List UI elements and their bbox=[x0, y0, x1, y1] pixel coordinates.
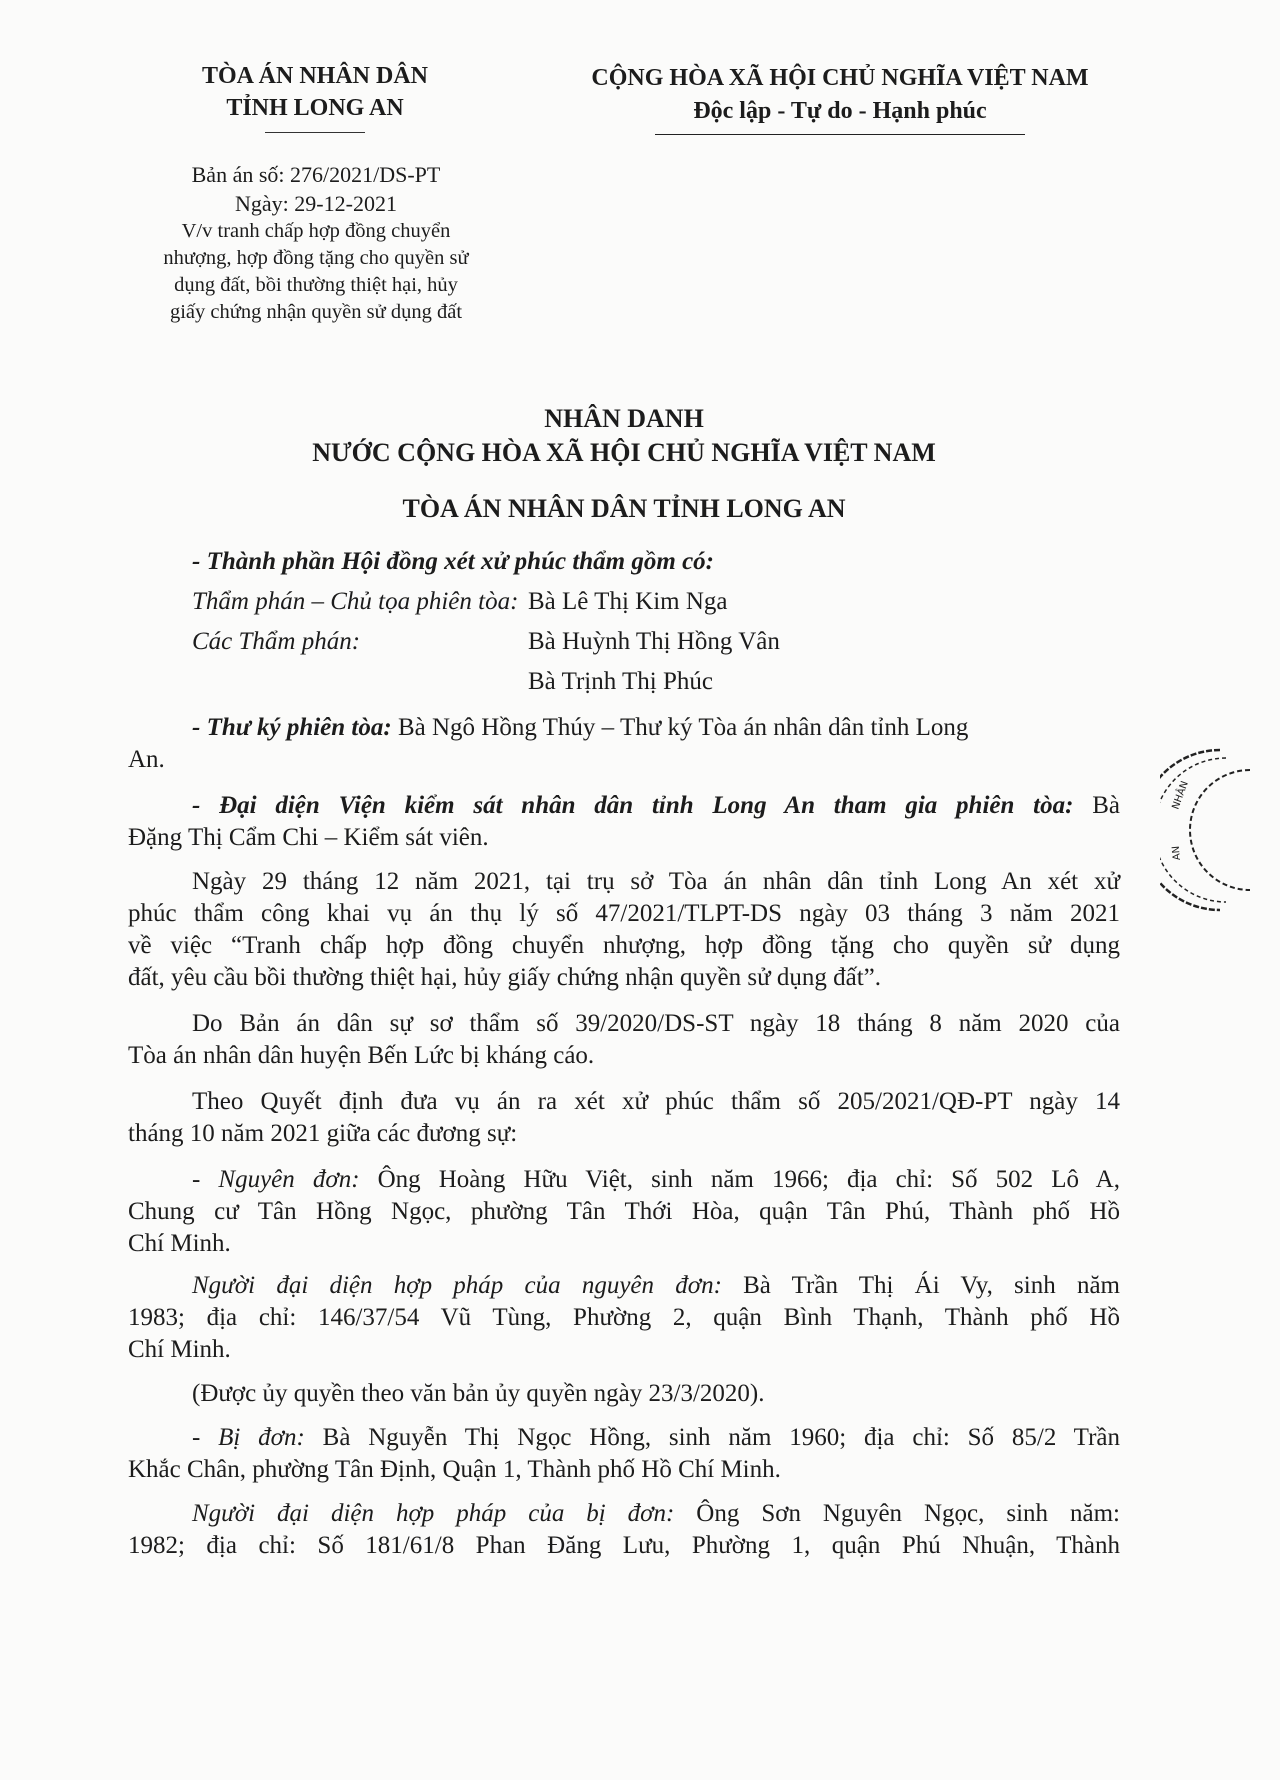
title-court: TÒA ÁN NHÂN DÂN TỈNH LONG AN bbox=[402, 494, 846, 523]
plaintiff-line: Chung cư Tân Hồng Ngọc, phường Tân Thới Hòa, quận Tân Phú, Thành phố Hồ bbox=[128, 1198, 1120, 1225]
plaintiff-text: Ông Hoàng Hữu Việt, sinh năm 1966; địa chỉ: Số 502 Lô A, bbox=[359, 1166, 1120, 1193]
defendant-line bbox=[192, 1424, 1120, 1452]
presiding-judge-name: Bà Lê Thị Kim Nga bbox=[528, 588, 728, 615]
plaintiff-rep-label: Người đại diện hợp pháp của nguyên đơn: bbox=[192, 1272, 722, 1299]
paragraph-line: tháng 10 năm 2021 giữa các đương sự: bbox=[128, 1120, 518, 1147]
paragraph-line: về việc “Tranh chấp hợp đồng chuyển nhượng, hợp đồng tặng cho quyền sử dụng bbox=[128, 932, 1120, 959]
country-name: CỘNG HÒA XÃ HỘI CHỦ NGHĨA VIỆT NAM bbox=[591, 65, 1089, 91]
judge-name: Bà Trịnh Thị Phúc bbox=[528, 668, 713, 695]
paragraph-line: Theo Quyết định đưa vụ án ra xét xử phúc thẩm số 205/2021/QĐ-PT ngày 14 bbox=[192, 1088, 1120, 1115]
defendant-text: Bà Nguyễn Thị Ngọc Hồng, sinh năm 1960; địa chỉ: Số 85/2 Trần bbox=[304, 1424, 1120, 1451]
paragraph-line: đất, yêu cầu bồi thường thiệt hại, hủy giấy chứng nhận quyền sử dụng đất”. bbox=[128, 964, 882, 991]
judges-label: Các Thẩm phán: bbox=[192, 628, 361, 655]
defendant-rep-label: Người đại diện hợp pháp của bị đơn: bbox=[192, 1500, 675, 1527]
case-subject-line: dụng đất, bồi thường thiệt hại, hủy bbox=[174, 274, 458, 296]
presiding-judge-label: Thẩm phán – Chủ tọa phiên tòa: bbox=[192, 588, 519, 615]
plaintiff-line bbox=[192, 1166, 1120, 1194]
defendant-rep-line: 1982; địa chỉ: Số 181/61/8 Phan Đăng Lưu, Phường 1, quận Phú Nhuận, Thành bbox=[128, 1532, 1120, 1559]
clerk-text: Bà Ngô Hồng Thúy – Thư ký Tòa án nhân dân tỉnh Long bbox=[391, 714, 969, 741]
defendant-rep-text: Ông Sơn Nguyên Ngọc, sinh năm: bbox=[674, 1500, 1120, 1527]
case-subject-line: V/v tranh chấp hợp đồng chuyển bbox=[181, 220, 451, 242]
plaintiff-line: Chí Minh. bbox=[128, 1230, 231, 1257]
case-number: Bản án số: 276/2021/DS-PT bbox=[191, 162, 441, 187]
case-subject-line: nhượng, hợp đồng tặng cho quyền sử bbox=[163, 247, 469, 269]
court-name-line2: TỈNH LONG AN bbox=[226, 95, 404, 121]
header-left-divider bbox=[265, 132, 365, 133]
court-name-header bbox=[150, 60, 480, 133]
svg-text:AN: AN bbox=[1170, 845, 1183, 861]
clerk-label: - Thư ký phiên tòa: bbox=[192, 714, 392, 741]
clerk-cont: An. bbox=[128, 746, 165, 773]
judge-name: Bà Huỳnh Thị Hồng Vân bbox=[528, 628, 780, 655]
paragraph-line: phúc thẩm công khai vụ án thụ lý số 47/2021/TLPT-DS ngày 03 tháng 3 năm 2021 bbox=[128, 900, 1120, 927]
defendant-line: Khắc Chân, phường Tân Định, Quận 1, Thành phố Hồ Chí Minh. bbox=[128, 1456, 781, 1483]
plaintiff-rep-line: 1983; địa chỉ: 146/37/54 Vũ Tùng, Phường 2, quận Bình Thạnh, Thành phố Hồ bbox=[128, 1304, 1120, 1331]
case-subject-line: giấy chứng nhận quyền sử dụng đất bbox=[169, 301, 463, 323]
case-date: Ngày: 29-12-2021 bbox=[235, 191, 397, 216]
plaintiff-rep-line: Chí Minh. bbox=[128, 1336, 231, 1363]
clerk-line bbox=[192, 714, 1120, 742]
court-name-line1: TÒA ÁN NHÂN DÂN bbox=[201, 63, 428, 89]
judgment-body bbox=[128, 548, 1120, 1748]
case-meta bbox=[128, 160, 504, 326]
national-motto-header bbox=[570, 62, 1110, 135]
plaintiff-rep-line bbox=[192, 1272, 1120, 1300]
procurator-line bbox=[192, 792, 1120, 820]
paragraph-line: Ngày 29 tháng 12 năm 2021, tại trụ sở Tòa án nhân dân tỉnh Long An xét xử bbox=[192, 868, 1120, 895]
title-in-the-name: NHÂN DANH bbox=[544, 404, 704, 433]
defendant-rep-line bbox=[192, 1500, 1120, 1528]
case-subject bbox=[128, 218, 504, 326]
panel-heading: - Thành phần Hội đồng xét xử phúc thẩm gồm có: bbox=[192, 548, 714, 575]
defendant-label: - Bị đơn: bbox=[192, 1424, 305, 1451]
plaintiff-rep-text: Bà Trần Thị Ái Vy, sinh năm bbox=[721, 1272, 1120, 1299]
paragraph-line: Tòa án nhân dân huyện Bến Lức bị kháng cáo. bbox=[128, 1042, 595, 1069]
header-right-divider bbox=[655, 134, 1025, 135]
authorization-note: (Được ủy quyền theo văn bản ủy quyền ngày 23/3/2020). bbox=[192, 1380, 765, 1407]
plaintiff-label: - Nguyên đơn: bbox=[192, 1166, 360, 1193]
procurator-label: - Đại diện Viện kiểm sát nhân dân tỉnh Long An tham gia phiên tòa: bbox=[192, 792, 1074, 819]
procurator-cont: Đặng Thị Cẩm Chi – Kiểm sát viên. bbox=[128, 824, 489, 851]
svg-text:NHÂN: NHÂN bbox=[1170, 779, 1191, 812]
procurator-text: Bà bbox=[1073, 792, 1120, 819]
title-country: NƯỚC CỘNG HÒA XÃ HỘI CHỦ NGHĨA VIỆT NAM bbox=[312, 438, 936, 467]
national-motto: Độc lập - Tự do - Hạnh phúc bbox=[693, 98, 987, 124]
paragraph-line: Do Bản án dân sự sơ thẩm số 39/2020/DS-ST ngày 18 tháng 8 năm 2020 của bbox=[192, 1010, 1120, 1037]
court-seal-icon bbox=[1160, 740, 1280, 920]
